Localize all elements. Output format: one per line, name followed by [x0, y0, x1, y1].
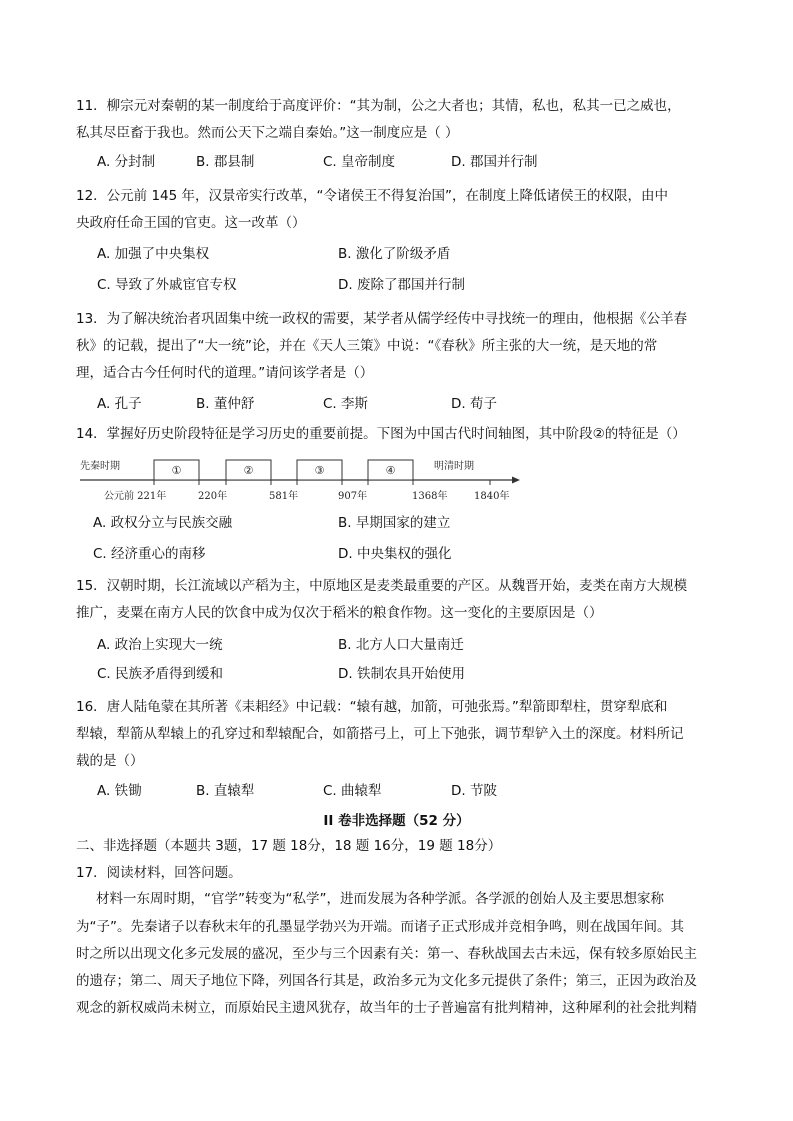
q17-material-line: 时之所以出现文化多元发展的盛况，至少与三个因素有关：第一、春秋战国去古未远，保有较多原始民主 — [76, 946, 697, 962]
q14-option-b: B. 早期国家的建立 — [338, 515, 451, 531]
timeline-start-label: 先秦时期 — [80, 461, 120, 472]
q12-option-d: D. 废除了郡国并行制 — [338, 277, 465, 293]
question-12-line-1: 12．公元前 145 年，汉景帝实行改革，“令诸侯王不得复治国”，在制度上降低诸侯王的权限，由中 — [76, 188, 669, 204]
q17-material-line: 观念的新权威尚未树立，而原始民主遗风犹存，故当年的士子普遍富有批判精神，这种犀利的社会批判精 — [76, 1000, 697, 1016]
question-16-line-2: 犁辕，犁箭从犁辕上的孔穿过和犁辕配合，如箭搭弓上，可上下弛张，调节犁铲入土的深度。材料所记 — [76, 726, 684, 742]
question-16-line-3: 载的是（） — [76, 753, 144, 769]
section-2-instruction: 二、非选择题（本题共 3题，17 题 18分，18 题 16分，19 题 18分） — [76, 838, 502, 854]
q17-material-line: 材料一东周时期，“官学”转变为“私学”，进而发展为各种学派。各学派的创始人及主要思想家称 — [96, 891, 664, 907]
q13-option-c: C. 李斯 — [323, 396, 369, 412]
q13-option-d: D. 荀子 — [451, 396, 497, 412]
q13-option-b: B. 董仲舒 — [196, 396, 255, 412]
q11-option-a: A. 分封制 — [97, 154, 156, 170]
timeline-diagram — [76, 452, 521, 508]
question-15-line-1: 15．汉朝时期，长江流域以产稻为主，中原地区是麦类最重要的产区。从魏晋开始，麦类在南方大规模 — [76, 578, 688, 594]
timeline-box-3-label: ③ — [314, 464, 325, 477]
q12-option-a: A. 加强了中央集权 — [97, 246, 210, 262]
timeline-tick-label: 1368年 — [412, 491, 448, 502]
q14-option-c: C. 经济重心的南移 — [93, 546, 206, 562]
q15-option-d: D. 铁制农具开始使用 — [338, 666, 465, 682]
question-13-line-1: 13．为了解决统治者巩固集中统一政权的需要，某学者从儒学经传中寻找统一的理由，他根据《公羊春 — [76, 311, 688, 327]
timeline-tick-label: 220年 — [198, 491, 228, 502]
question-13-line-3: 理，适合古今任何时代的道理。”请问该学者是（） — [76, 365, 374, 381]
timeline-box-4-label: ④ — [385, 464, 396, 477]
timeline-box-2-label: ② — [243, 464, 254, 477]
timeline-tick-label: 581年 — [269, 491, 299, 502]
question-11-line-2: 私其尽臣畜于我也。然而公天下之端自秦始。”这一制度应是（ ） — [76, 125, 459, 141]
q11-option-c: C. 皇帝制度 — [323, 154, 396, 170]
q15-option-c: C. 民族矛盾得到缓和 — [97, 666, 224, 682]
question-15-line-2: 推广，麦粟在南方人民的饮食中成为仅次于稻米的粮食作物。这一变化的主要原因是（） — [76, 605, 603, 621]
q16-option-a: A. 铁锄 — [97, 783, 142, 799]
section-2-title: II 卷非选择题（52 分） — [323, 813, 470, 829]
timeline-end-label: 明清时期 — [434, 461, 474, 472]
timeline-arrow-icon — [512, 477, 520, 484]
question-12-line-2: 央政府任命王国的官吏。这一改革（） — [76, 215, 306, 231]
timeline-box-1-label: ① — [171, 464, 182, 477]
q14-option-d: D. 中央集权的强化 — [338, 546, 452, 562]
question-17-head: 17．阅读材料，回答问题。 — [76, 865, 242, 881]
q15-option-b: B. 北方人口大量南迁 — [338, 637, 464, 653]
q16-option-b: B. 直辕犁 — [196, 783, 255, 799]
q16-option-c: C. 曲辕犁 — [323, 783, 382, 799]
q15-option-a: A. 政治上实现大一统 — [97, 637, 223, 653]
q11-option-b: B. 郡县制 — [196, 154, 255, 170]
question-14-line-1: 14．掌握好历史阶段特征是学习历史的重要前提。下图为中国古代时间轴图，其中阶段②的特征是（） — [76, 426, 686, 442]
q14-option-a: A. 政权分立与民族交融 — [93, 515, 233, 531]
q12-option-c: C. 导致了外戚宦官专权 — [97, 277, 237, 293]
q17-material-line: 的遗存；第二、周天子地位下降，列国各行其是，政治多元为文化多元提供了条件；第三，正因为政治及 — [76, 973, 697, 989]
timeline-tick-label: 907年 — [338, 491, 368, 502]
timeline-tick-label: 公元前 221年 — [104, 491, 167, 502]
q16-option-d: D. 节陂 — [451, 783, 497, 799]
question-16-line-1: 16．唐人陆龟蒙在其所著《耒耜经》中记载：“辕有越，加箭，可弛张焉。”犁箭即犁柱，贯穿犁底和 — [76, 699, 668, 715]
timeline-tick-label: 1840年 — [474, 491, 510, 502]
question-13-line-2: 秋》的记载，提出了“大一统”论，并在《天人三策》中说：“《春秋》所主张的大一统，是天地的常 — [76, 338, 658, 354]
q17-material-line: 为“子”。先秦诸子以春秋末年的孔墨显学勃兴为开端。而诸子正式形成并竞相争鸣，则在战国年间。其 — [76, 919, 684, 935]
q11-option-d: D. 郡国并行制 — [451, 154, 538, 170]
question-11-line-1: 11．柳宗元对秦朝的某一制度给于高度评价：“其为制，公之大者也；其情，私也，私其一已之威也， — [76, 98, 681, 114]
q13-option-a: A. 孔子 — [97, 396, 142, 412]
q12-option-b: B. 激化了阶级矛盾 — [338, 246, 451, 262]
